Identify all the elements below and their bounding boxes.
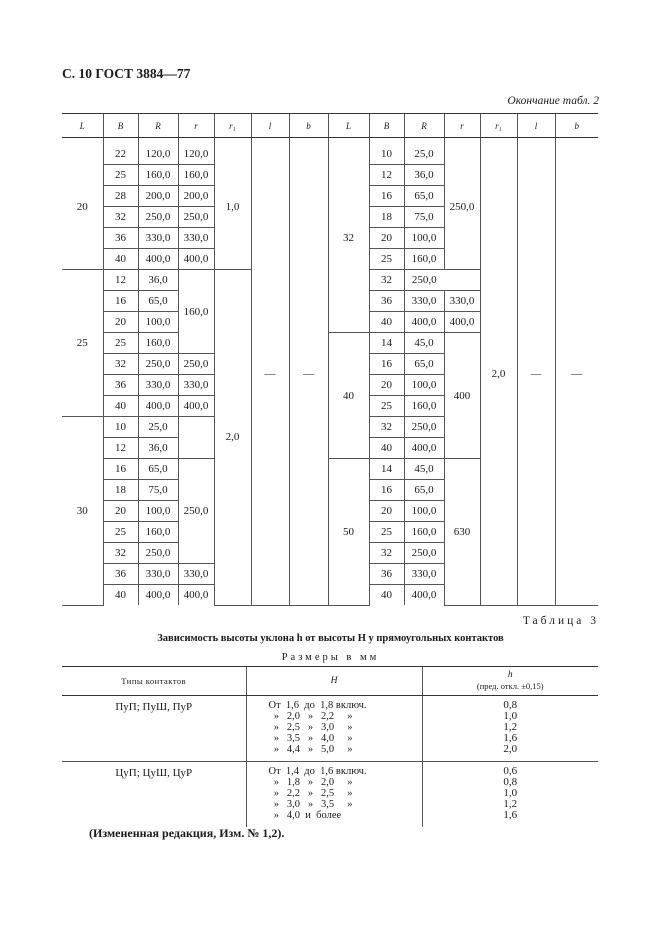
cell-r: 330,0 — [444, 291, 480, 312]
header-cell: r₁ — [214, 114, 251, 138]
cell-R: 65,0 — [138, 291, 178, 312]
h-value: 0,8 — [503, 699, 518, 711]
cell-R: 160,0 — [138, 333, 178, 354]
cell-l: — — [251, 138, 289, 606]
cell-R: 160,0 — [138, 522, 178, 543]
header-cell: L — [62, 114, 103, 138]
header-cell: R — [404, 114, 444, 138]
cell-R: 65,0 — [404, 354, 444, 375]
cell-R: 160,0 — [138, 165, 178, 186]
cell-R: 330,0 — [404, 291, 444, 312]
cell-L: 32 — [328, 138, 369, 333]
cell-B: 32 — [103, 543, 138, 564]
cell-R: 100,0 — [404, 375, 444, 396]
cell-B: 20 — [103, 312, 138, 333]
header-cell: r₁ — [480, 114, 517, 138]
cell-R: 400,0 — [138, 396, 178, 417]
cell-B: 16 — [369, 186, 404, 207]
cell-B: 40 — [369, 312, 404, 333]
cell-R: 400,0 — [138, 585, 178, 606]
cell-B: 25 — [369, 522, 404, 543]
header-cell: L — [328, 114, 369, 138]
cell-B: 40 — [103, 396, 138, 417]
cell-R: 100,0 — [138, 312, 178, 333]
cell-r: 250,0 — [178, 207, 214, 228]
H-range: » 2,2 » 2,5 » — [268, 788, 353, 799]
cell-B: 25 — [103, 165, 138, 186]
header-cell: R — [138, 114, 178, 138]
cell-L: 40 — [328, 333, 369, 459]
cell-B: 40 — [103, 249, 138, 270]
cell-R: 400,0 — [404, 312, 444, 333]
cell-B: 32 — [369, 417, 404, 438]
cell-B: 28 — [103, 186, 138, 207]
cell-r: 250,0 — [178, 459, 214, 564]
cell-R: 400,0 — [404, 438, 444, 459]
table-3-number: Таблица 3 — [522, 615, 599, 627]
header-h — [422, 667, 598, 696]
cell-B: 32 — [103, 354, 138, 375]
cell-r: 250,0 — [444, 138, 480, 270]
h-value: 1,0 — [503, 710, 518, 722]
cell-R: 250,0 — [404, 417, 444, 438]
cell-r: 330,0 — [178, 564, 214, 585]
cell-r: 630 — [444, 459, 480, 606]
cell-r: 330,0 — [178, 228, 214, 249]
cell-r: 400,0 — [178, 249, 214, 270]
cell-R: 160,0 — [404, 522, 444, 543]
header-cell: B — [369, 114, 404, 138]
cell-B: 25 — [369, 396, 404, 417]
h-value: 1,2 — [503, 798, 518, 810]
cell-B: 12 — [103, 438, 138, 459]
cell-B: 40 — [369, 438, 404, 459]
header-cell: b — [289, 114, 328, 138]
cell-B: 14 — [369, 459, 404, 480]
H-range: » 2,5 » 3,0 » — [268, 722, 353, 733]
table-3 — [62, 666, 598, 827]
cell-r: 160,0 — [178, 270, 214, 354]
cell-B: 32 — [103, 207, 138, 228]
cell-B: 40 — [103, 585, 138, 606]
cell-B: 32 — [369, 270, 404, 291]
cell-B: 22 — [103, 138, 138, 165]
H-range: » 3,5 » 4,0 » — [268, 733, 353, 744]
h-value: 0,8 — [503, 776, 518, 788]
H-range: » 4,4 » 5,0 » — [268, 744, 353, 755]
cell-B: 20 — [369, 228, 404, 249]
table-3-header-row — [62, 667, 598, 696]
cell-R: 330,0 — [138, 228, 178, 249]
cell-R: 330,0 — [404, 564, 444, 585]
cell-B: 18 — [369, 207, 404, 228]
header-h-tolerance: (пред. откл. ±0,15) — [476, 681, 544, 691]
cell-contact-type: ЦуП; ЦуШ, ЦуР — [62, 762, 246, 828]
h-value: 1,0 — [503, 787, 518, 799]
cell-L: 25 — [62, 270, 103, 417]
cell-L: 30 — [62, 417, 103, 606]
cell-B: 10 — [103, 417, 138, 438]
header-contact-types: Типы контактов — [62, 667, 246, 696]
cell-B: 10 — [369, 138, 404, 165]
cell-R: 25,0 — [138, 417, 178, 438]
cell-r: 400 — [444, 333, 480, 459]
cell-B: 20 — [103, 501, 138, 522]
h-value: 1,2 — [503, 721, 518, 733]
cell-R: 250,0 — [404, 543, 444, 564]
cell-R: 400,0 — [138, 249, 178, 270]
cell-R: 160,0 — [404, 249, 444, 270]
cell-L: 50 — [328, 459, 369, 606]
page-header: С. 10 ГОСТ 3884—77 — [62, 66, 191, 81]
cell-R: 36,0 — [138, 270, 178, 291]
revision-note: (Измененная редакция, Изм. № 1,2). — [89, 826, 285, 840]
cell-r: 400,0 — [178, 396, 214, 417]
cell-R: 65,0 — [404, 480, 444, 501]
table-3-units: Размеры в мм — [281, 652, 380, 663]
table-continuation-label: Окончание табл. 2 — [507, 95, 599, 107]
cell-H-ranges — [246, 762, 422, 828]
cell-B: 16 — [103, 291, 138, 312]
cell-B: 36 — [103, 564, 138, 585]
cell-b: — — [289, 138, 328, 606]
cell-r1: 2,0 — [214, 270, 251, 606]
cell-R: 400,0 — [404, 585, 444, 606]
cell-R: 45,0 — [404, 459, 444, 480]
table-2-header-row — [62, 114, 598, 138]
cell-R: 100,0 — [404, 501, 444, 522]
cell-L: 20 — [62, 138, 103, 270]
cell-H-ranges — [246, 696, 422, 762]
header-cell: B — [103, 114, 138, 138]
cell-R: 330,0 — [138, 375, 178, 396]
cell-B: 16 — [369, 480, 404, 501]
cell-B: 20 — [369, 375, 404, 396]
cell-R: 100,0 — [138, 501, 178, 522]
cell-r: 250,0 — [178, 354, 214, 375]
cell-R: 25,0 — [404, 138, 444, 165]
cell-r1: 1,0 — [214, 138, 251, 270]
cell-B: 32 — [369, 543, 404, 564]
cell-R: 120,0 — [138, 138, 178, 165]
cell-r: 160,0 — [178, 165, 214, 186]
H-range: » 2,0 » 2,2 » — [268, 711, 353, 722]
h-value: 1,6 — [503, 809, 518, 821]
table-2 — [62, 113, 598, 606]
table-row — [62, 138, 598, 165]
cell-contact-type: ПуП; ПуШ, ПуР — [115, 701, 193, 713]
cell-h-values — [422, 696, 598, 762]
cell-R: 75,0 — [404, 207, 444, 228]
H-range: От 1,6 до 1,8 включ. — [268, 700, 367, 711]
header-H: H — [246, 667, 422, 696]
cell-B: 25 — [369, 249, 404, 270]
cell-R: 250,0 — [138, 354, 178, 375]
h-value: 2,0 — [503, 743, 518, 755]
cell-r: 330,0 — [178, 375, 214, 396]
cell-B: 36 — [103, 228, 138, 249]
H-range: » 3,0 » 3,5 » — [268, 799, 353, 810]
cell-B: 40 — [369, 585, 404, 606]
cell-B: 36 — [369, 291, 404, 312]
H-range: От 1,4 до 1,6 включ. — [268, 766, 367, 777]
h-value: 1,6 — [503, 732, 518, 744]
header-cell: l — [251, 114, 289, 138]
cell-B: 36 — [369, 564, 404, 585]
cell-r: 400,0 — [178, 585, 214, 606]
table-row — [62, 762, 598, 828]
cell-R: 65,0 — [404, 186, 444, 207]
cell-B: 12 — [103, 270, 138, 291]
header-cell: r — [444, 114, 480, 138]
cell-R: 45,0 — [404, 333, 444, 354]
cell-R: 330,0 — [138, 564, 178, 585]
cell-R: 160,0 — [404, 396, 444, 417]
header-h-symbol: h — [507, 670, 513, 680]
cell-B: 20 — [369, 501, 404, 522]
cell-B: 16 — [103, 459, 138, 480]
cell-B: 25 — [103, 333, 138, 354]
cell-r1: 2,0 — [480, 138, 517, 606]
cell-R: 250,0 — [138, 543, 178, 564]
cell-l: — — [517, 138, 555, 606]
cell-B: 12 — [369, 165, 404, 186]
cell-R: 36,0 — [404, 165, 444, 186]
cell-R: 36,0 — [138, 438, 178, 459]
cell-R: 250,0 — [404, 270, 444, 291]
cell-B: 16 — [369, 354, 404, 375]
cell-r — [178, 417, 214, 459]
cell-B: 18 — [103, 480, 138, 501]
cell-R: 75,0 — [138, 480, 178, 501]
table-row — [62, 696, 598, 762]
header-cell: b — [555, 114, 598, 138]
cell-R: 200,0 — [138, 186, 178, 207]
header-cell: r — [178, 114, 214, 138]
H-range: » 4,0 и более — [268, 810, 342, 821]
cell-B: 25 — [103, 522, 138, 543]
cell-r: 200,0 — [178, 186, 214, 207]
cell-B: 36 — [103, 375, 138, 396]
header-cell: l — [517, 114, 555, 138]
cell-R: 65,0 — [138, 459, 178, 480]
cell-r: 120,0 — [178, 138, 214, 165]
cell-b: — — [555, 138, 598, 606]
cell-h-values — [422, 762, 598, 828]
table-3-title: Зависимость высоты уклона h от высоты H у прямоугольных контактов — [157, 633, 504, 644]
cell-B: 14 — [369, 333, 404, 354]
H-range: » 1,8 » 2,0 » — [268, 777, 353, 788]
cell-R: 100,0 — [404, 228, 444, 249]
h-value: 0,6 — [503, 765, 518, 777]
cell-r: 400,0 — [444, 312, 480, 333]
cell-R: 250,0 — [138, 207, 178, 228]
